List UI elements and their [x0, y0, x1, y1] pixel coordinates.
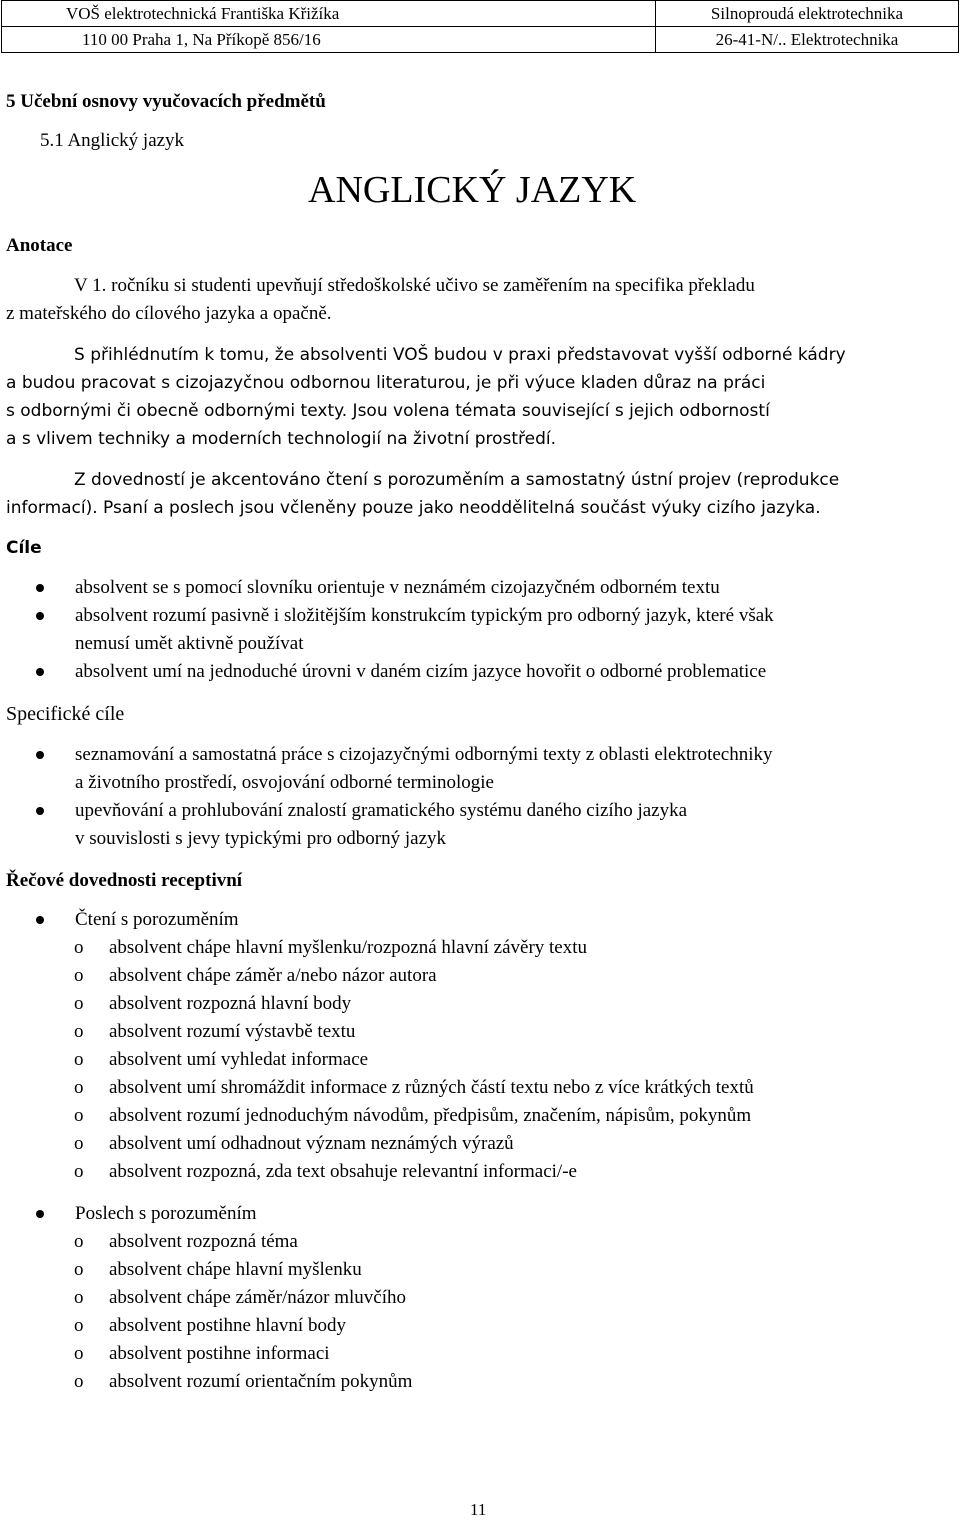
field-code: 26-41-N/.. Elektrotechnika [656, 27, 959, 53]
cile-item-2: absolvent rozumí pasivně i složitějším konstrukcím typickým pro odborný jazyk, které však [75, 605, 774, 626]
sub-marker: o [74, 1259, 84, 1280]
sub-marker: o [74, 1315, 84, 1336]
cile-item-3: absolvent umí na jednoduché úrovni v daném cizím jazyce hovořit o odborné problematice [75, 661, 767, 682]
sub-marker: o [74, 993, 84, 1014]
sub-marker: o [74, 1161, 84, 1182]
anotace-p3-line1: Z dovedností je akcentováno čtení s porozuměním a samostatný ústní projev (reprodukce [74, 470, 840, 490]
bullet-icon [36, 807, 44, 815]
anotace-p2-line2: a budou pracovat s cizojazyčnou odbornou literaturou, je při výuce kladen důraz na práci [6, 373, 766, 393]
poslech-label: Poslech s porozuměním [75, 1203, 257, 1224]
cile-item-1: absolvent se s pomocí slovníku orientuje v neznámém cizojazyčném odborném textu [75, 577, 720, 598]
poslech-item: absolvent rozumí orientačním pokynům [109, 1371, 413, 1392]
bullet-icon [36, 916, 44, 924]
cteni-label: Čtení s porozuměním [75, 909, 239, 930]
cteni-item: absolvent umí odhadnout význam neznámých výrazů [109, 1133, 514, 1154]
page-header [0, 0, 960, 55]
school-address: 110 00 Praha 1, Na Příkopě 856/16 [2, 27, 656, 53]
sub-marker: o [74, 1343, 84, 1364]
anotace-p1-line1: V 1. ročníku si studenti upevňují středoškolské učivo se zaměřením na specifika překladu [74, 275, 755, 296]
anotace-p2-line4: a s vlivem techniky a moderních technologií na životní prostředí. [6, 429, 557, 449]
bullet-icon [36, 612, 44, 620]
cteni-item: absolvent rozumí výstavbě textu [109, 1021, 356, 1042]
anotace-p1-line2: z mateřského do cílového jazyka a opačně. [6, 303, 332, 324]
sub-marker: o [74, 1049, 84, 1070]
poslech-item: absolvent postihne hlavní body [109, 1315, 346, 1336]
cteni-item: absolvent rozpozná, zda text obsahuje relevantní informaci/-e [109, 1161, 577, 1182]
sub-marker: o [74, 937, 84, 958]
cteni-item: absolvent umí shromáždit informace z různých částí textu nebo z více krátkých textů [109, 1077, 754, 1098]
sub-marker: o [74, 1231, 84, 1252]
specificke-item-1: seznamování a samostatná práce s cizojazyčnými odbornými texty z oblasti elektrotechniky [75, 744, 773, 765]
poslech-item: absolvent postihne informaci [109, 1343, 330, 1364]
sub-marker: o [74, 1077, 84, 1098]
sub-marker: o [74, 1105, 84, 1126]
receptivni-heading: Řečové dovednosti receptivní [6, 870, 243, 891]
poslech-item: absolvent chápe záměr/názor mluvčího [109, 1287, 407, 1308]
page-number: 11 [470, 1500, 487, 1519]
sub-marker: o [74, 1133, 84, 1154]
bullet-icon [36, 668, 44, 676]
chapter-heading: 5 Učební osnovy vyučovacích předmětů [6, 91, 326, 112]
sub-marker: o [74, 1287, 84, 1308]
anotace-p3-line2: informací). Psaní a poslech jsou včleněny pouze jako neoddělitelná součást výuky cizího jazyka. [6, 498, 821, 518]
specificke-item-1-cont: a životního prostředí, osvojování odborné terminologie [75, 772, 494, 793]
cteni-item: absolvent rozumí jednoduchým návodům, předpisům, značením, nápisům, pokynům [109, 1105, 752, 1126]
anotace-heading: Anotace [6, 235, 73, 256]
field-name: Silnoproudá elektrotechnika [656, 1, 959, 27]
bullet-icon [36, 751, 44, 759]
specificke-heading: Specifické cíle [6, 703, 125, 725]
section-heading: 5.1 Anglický jazyk [40, 130, 185, 151]
anotace-p2-line3: s odbornými či obecně odbornými texty. Jsou volena témata související s jejich odborností [6, 401, 770, 421]
cteni-item: absolvent rozpozná hlavní body [109, 993, 352, 1014]
cile-item-2-cont: nemusí umět aktivně používat [75, 633, 304, 654]
sub-marker: o [74, 1371, 84, 1392]
specificke-item-2: upevňování a prohlubování znalostí gramatického systému daného cizího jazyka [75, 800, 688, 821]
subject-title: ANGLICKÝ JAZYK [308, 169, 637, 211]
sub-marker: o [74, 1021, 84, 1042]
poslech-item: absolvent chápe hlavní myšlenku [109, 1259, 362, 1280]
poslech-item: absolvent rozpozná téma [109, 1231, 298, 1252]
cteni-item: absolvent umí vyhledat informace [109, 1049, 369, 1070]
cteni-item: absolvent chápe záměr a/nebo názor autora [109, 965, 437, 986]
specificke-item-2-cont: v souvislosti s jevy typickými pro odborný jazyk [75, 828, 447, 849]
bullet-icon [36, 1210, 44, 1218]
cile-heading: Cíle [6, 538, 42, 558]
anotace-p2-line1: S přihlédnutím k tomu, že absolventi VOŠ budou v praxi představovat vyšší odborné kádry [74, 345, 846, 365]
bullet-icon [36, 584, 44, 592]
cteni-item: absolvent chápe hlavní myšlenku/rozpozná hlavní závěry textu [109, 937, 588, 958]
sub-marker: o [74, 965, 84, 986]
school-name: VOŠ elektrotechnická Františka Křižíka [2, 1, 656, 27]
